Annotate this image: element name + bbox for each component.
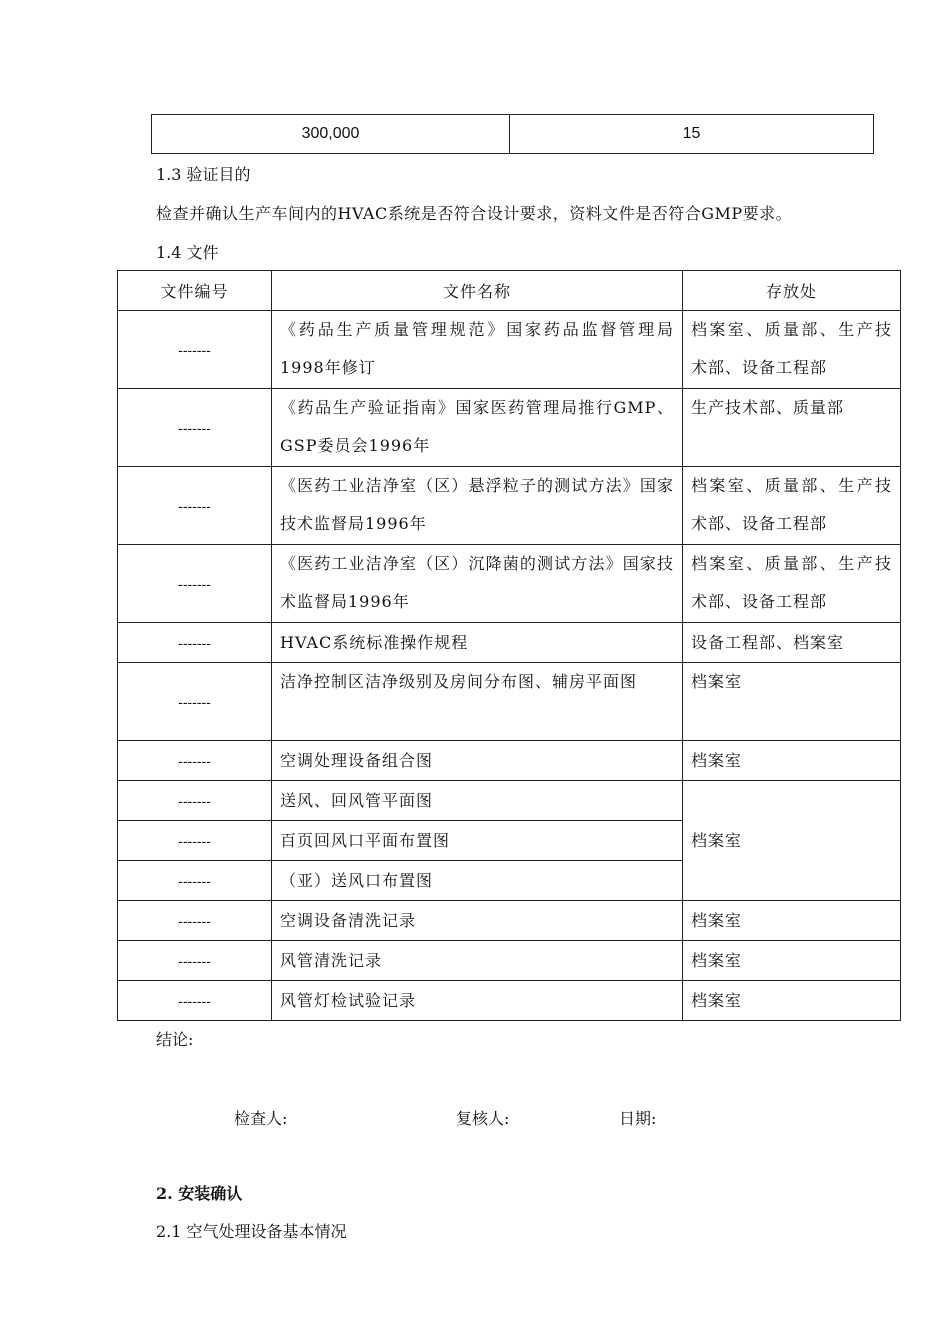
doc-code: -------	[118, 741, 272, 781]
doc-code: -------	[118, 861, 272, 901]
conclusion-label: 结论:	[156, 1030, 194, 1049]
table-cell: 300,000	[152, 115, 510, 154]
doc-location: 档案室、质量部、生产技术部、设备工程部	[683, 467, 901, 545]
doc-name: 《医药工业洁净室（区）悬浮粒子的测试方法》国家技术监督局1996年	[272, 467, 683, 545]
column-header: 文件编号	[118, 271, 272, 311]
table-header-row	[118, 271, 901, 311]
date-label: 日期:	[619, 1109, 657, 1128]
table-row	[118, 781, 901, 821]
table-row	[118, 311, 901, 389]
reviewer-label: 复核人:	[456, 1109, 510, 1128]
column-header: 文件名称	[272, 271, 683, 311]
doc-code: -------	[118, 941, 272, 981]
doc-code: -------	[118, 623, 272, 663]
column-header: 存放处	[683, 271, 901, 311]
table-row	[118, 663, 901, 741]
doc-name: 风管灯检试验记录	[272, 981, 683, 1021]
doc-location: 设备工程部、档案室	[683, 623, 901, 663]
doc-location: 档案室	[683, 741, 901, 781]
doc-location: 档案室	[683, 981, 901, 1021]
doc-name: 《医药工业洁净室（区）沉降菌的测试方法》国家技术监督局1996年	[272, 545, 683, 623]
doc-code: -------	[118, 901, 272, 941]
doc-location: 档案室	[683, 663, 901, 741]
doc-name: 送风、回风管平面图	[272, 781, 683, 821]
doc-code: -------	[118, 389, 272, 467]
table-row	[118, 545, 901, 623]
doc-name: HVAC系统标准操作规程	[272, 623, 683, 663]
section-1-4-heading: 1.4 文件	[156, 243, 219, 262]
doc-code: -------	[118, 663, 272, 741]
section-2-heading: 2. 安装确认	[156, 1184, 243, 1203]
doc-name: 洁净控制区洁净级别及房间分布图、辅房平面图	[272, 663, 683, 741]
table-row	[118, 941, 901, 981]
table-row	[118, 467, 901, 545]
doc-name: 百页回风口平面布置图	[272, 821, 683, 861]
doc-code: -------	[118, 467, 272, 545]
top-table	[151, 114, 874, 154]
table-row	[118, 623, 901, 663]
doc-name: 风管清洗记录	[272, 941, 683, 981]
doc-location: 档案室、质量部、生产技术部、设备工程部	[683, 545, 901, 623]
doc-location: 生产技术部、质量部	[683, 389, 901, 467]
doc-name: 空调设备清洗记录	[272, 901, 683, 941]
doc-code: -------	[118, 545, 272, 623]
doc-name: （亚）送风口布置图	[272, 861, 683, 901]
documents-table	[117, 270, 901, 1021]
doc-name: 《药品生产验证指南》国家医药管理局推行GMP、GSP委员会1996年	[272, 389, 683, 467]
table-row	[118, 901, 901, 941]
doc-location: 档案室	[683, 941, 901, 981]
doc-location: 档案室	[683, 781, 901, 901]
doc-code: -------	[118, 781, 272, 821]
table-row	[118, 741, 901, 781]
doc-location: 档案室、质量部、生产技术部、设备工程部	[683, 311, 901, 389]
inspector-label: 检查人:	[234, 1109, 288, 1128]
doc-code: -------	[118, 981, 272, 1021]
doc-location: 档案室	[683, 901, 901, 941]
doc-name: 空调处理设备组合图	[272, 741, 683, 781]
section-2-1-heading: 2.1 空气处理设备基本情况	[156, 1222, 347, 1241]
table-cell: 15	[510, 115, 874, 154]
doc-code: -------	[118, 821, 272, 861]
section-1-3-text: 检查并确认生产车间内的HVAC系统是否符合设计要求，资料文件是否符合GMP要求。	[156, 204, 793, 223]
doc-name: 《药品生产质量管理规范》国家药品监督管理局1998年修订	[272, 311, 683, 389]
section-1-3-heading: 1.3 验证目的	[156, 165, 251, 184]
table-row	[118, 981, 901, 1021]
doc-code: -------	[118, 311, 272, 389]
table-row	[152, 115, 874, 154]
table-row	[118, 389, 901, 467]
